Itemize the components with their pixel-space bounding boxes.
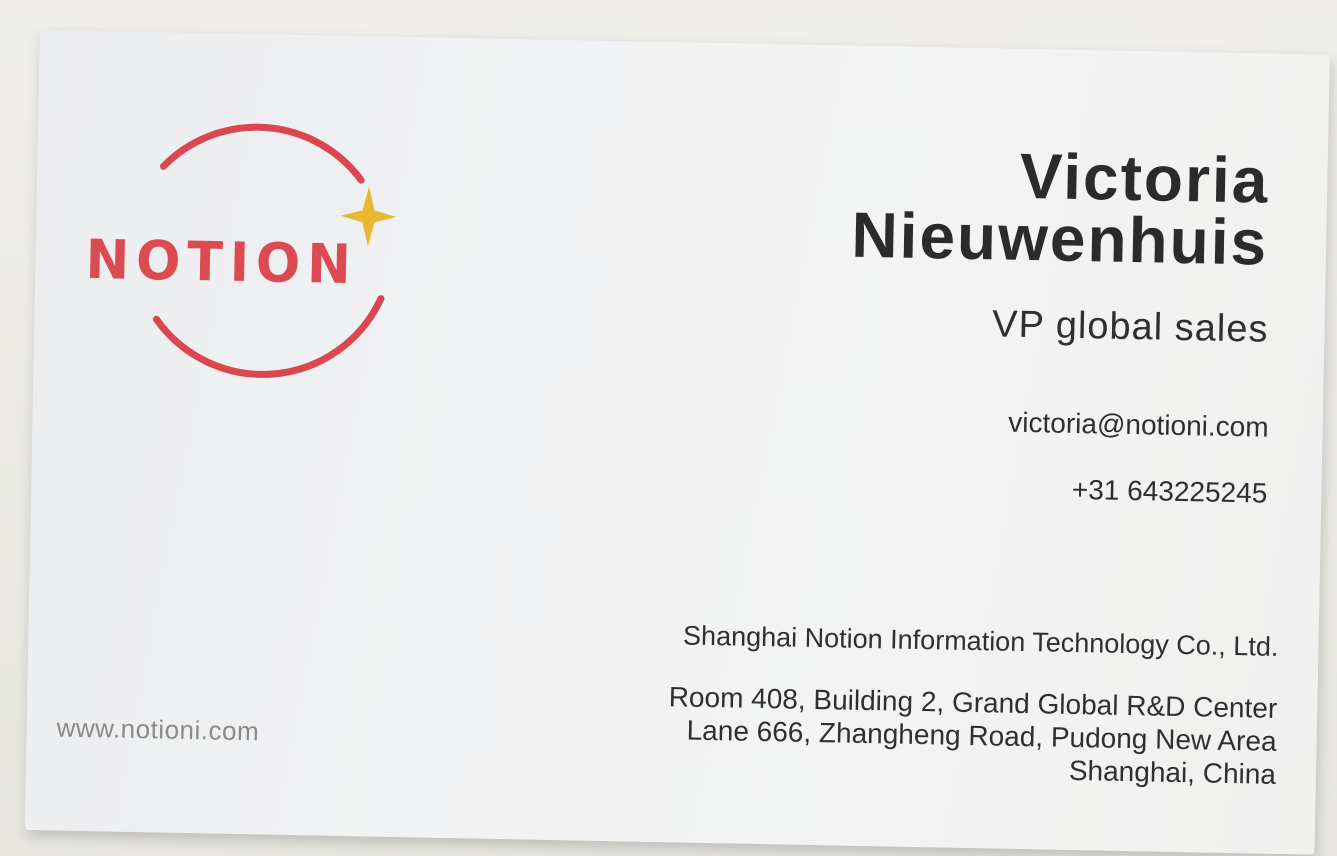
logo-wordmark: NOTION (84, 227, 368, 297)
logo-ring-bottom (155, 294, 380, 376)
website-url: www.notioni.com (56, 712, 260, 747)
job-title: VP global sales (991, 303, 1269, 351)
address-line: Room 408, Building 2, Grand Global R&D Center (668, 681, 1278, 724)
email-address: victoria@notioni.com (1008, 406, 1269, 443)
person-name (850, 139, 1271, 279)
postal-address (667, 680, 1277, 791)
logo-icon (75, 113, 411, 409)
phone-number: +31 643225245 (1071, 473, 1268, 509)
business-card (25, 30, 1330, 855)
address-line: Shanghai, China (1068, 754, 1277, 790)
company-logo (75, 113, 411, 409)
company-name: Shanghai Notion Information Technology Co., Ltd. (682, 620, 1279, 662)
logo-ring-top (163, 125, 362, 180)
first-name: Victoria (1019, 139, 1271, 217)
last-name: Nieuwenhuis (850, 198, 1269, 279)
address-line: Lane 666, Zhangheng Road, Pudong New Area (686, 714, 1277, 757)
